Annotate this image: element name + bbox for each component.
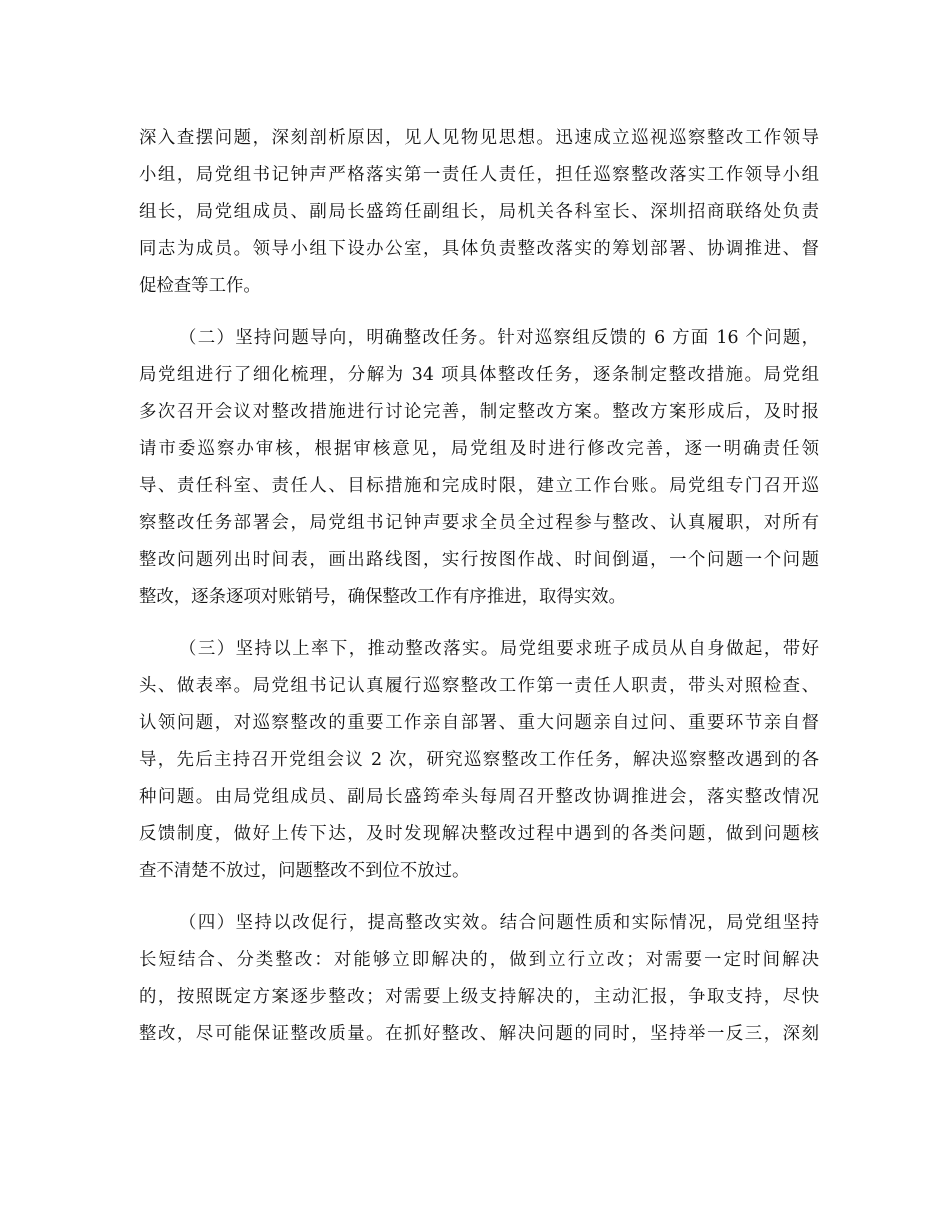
text-line: （四）坚持以改促行，提高整改实效。结合问题性质和实际情况，局党组坚持 bbox=[179, 913, 819, 933]
text-line: 认领问题，对巡察整改的重要工作亲自部署、重大问题亲自过问、重要环节亲自督 bbox=[139, 713, 819, 733]
paragraph-4 bbox=[139, 905, 819, 1053]
text-line: 长短结合、分类整改：对能够立即解决的，做到立行立改；对需要一定时间解决 bbox=[139, 950, 819, 970]
paragraph-1 bbox=[139, 120, 819, 305]
text-line: （三）坚持以上率下，推动整改落实。局党组要求班子成员从自身做起，带好 bbox=[179, 639, 819, 659]
paragraph-2 bbox=[139, 320, 819, 616]
text-line: 导、责任科室、责任人、目标措施和完成时限，建立工作台账。局党组专门召开巡 bbox=[139, 476, 819, 496]
text-line: 整改，逐条逐项对账销号，确保整改工作有序推进，取得实效。 bbox=[139, 587, 626, 607]
body-text bbox=[139, 120, 819, 1053]
text-line: 整改，尽可能保证整改质量。在抓好整改、解决问题的同时，坚持举一反三，深刻 bbox=[139, 1024, 819, 1044]
text-line: 反馈制度，做好上传下达，及时发现解决整改过程中遇到的各类问题，做到问题核 bbox=[139, 824, 819, 844]
text-line: 查不清楚不放过，问题整改不到位不放过。 bbox=[139, 861, 470, 881]
text-line: 察整改任务部署会，局党组书记钟声要求全员全过程参与整改、认真履职，对所有 bbox=[139, 513, 819, 533]
text-line: 整改问题列出时间表，画出路线图，实行按图作战、时间倒逼，一个问题一个问题 bbox=[139, 550, 819, 570]
text-line: （二）坚持问题导向，明确整改任务。针对巡察组反馈的 6 方面 16 个问题， bbox=[179, 328, 819, 348]
text-line: 请市委巡察办审核，根据审核意见，局党组及时进行修改完善，逐一明确责任领 bbox=[139, 439, 819, 459]
text-line: 深入查摆问题，深刻剖析原因，见人见物见思想。迅速成立巡视巡察整改工作领导 bbox=[139, 128, 819, 148]
text-line: 促检查等工作。 bbox=[139, 276, 261, 296]
text-line: 头、做表率。局党组书记认真履行巡察整改工作第一责任人职责，带头对照检查、 bbox=[139, 676, 819, 696]
text-line: 的，按照既定方案逐步整改；对需要上级支持解决的，主动汇报，争取支持，尽快 bbox=[139, 987, 819, 1007]
text-line: 导，先后主持召开党组会议 2 次，研究巡察整改工作任务，解决巡察整改遇到的各 bbox=[139, 750, 819, 770]
text-line: 多次召开会议对整改措施进行讨论完善，制定整改方案。整改方案形成后，及时报 bbox=[139, 402, 819, 422]
text-line: 小组，局党组书记钟声严格落实第一责任人责任，担任巡察整改落实工作领导小组 bbox=[139, 165, 819, 185]
text-line: 同志为成员。领导小组下设办公室，具体负责整改落实的筹划部署、协调推进、督 bbox=[139, 239, 819, 259]
text-line: 种问题。由局党组成员、副局长盛筠牵头每周召开整改协调推进会，落实整改情况 bbox=[139, 787, 819, 807]
text-line: 局党组进行了细化梳理，分解为 34 项具体整改任务，逐条制定整改措施。局党组 bbox=[139, 365, 819, 385]
text-line: 组长，局党组成员、副局长盛筠任副组长，局机关各科室长、深圳招商联络处负责 bbox=[139, 202, 819, 222]
paragraph-3 bbox=[139, 631, 819, 890]
